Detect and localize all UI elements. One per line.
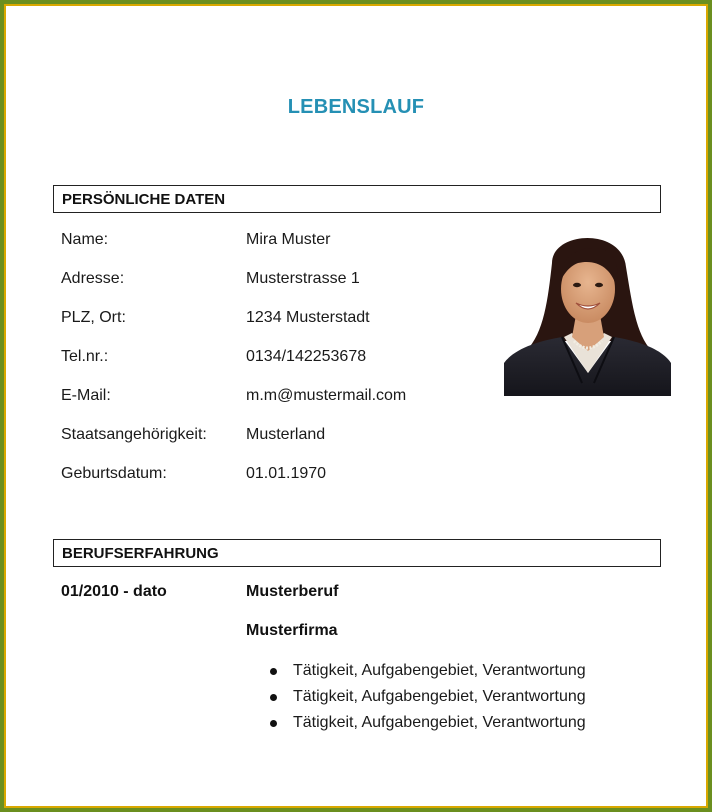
document-title: LEBENSLAUF [287,96,425,118]
field-label: Staatsangehörigkeit: [61,426,207,443]
list-item [270,660,586,686]
field-label: Geburtsdatum: [61,465,167,482]
job-period: 01/2010 - dato [61,583,167,600]
task-text: Tätigkeit, Aufgabengebiet, Verantwortung [293,662,586,679]
field-label: Adresse: [61,270,125,287]
field-value: Mira Muster [246,231,331,248]
bullet-icon [270,694,277,701]
job-title: Musterberuf [246,583,339,600]
section-header-experience: BERUFSERFAHRUNG [53,539,661,567]
field-value: 01.01.1970 [246,465,327,482]
field-value: 1234 Musterstadt [246,309,370,326]
bullet-icon [270,668,277,675]
field-value: Musterland [246,426,326,443]
list-item [270,686,586,712]
bullet-icon [270,720,277,727]
field-value: Musterstrasse 1 [246,270,360,287]
field-label: Name: [61,231,109,248]
job-task-list [270,660,586,738]
field-label: PLZ, Ort: [61,309,126,326]
portrait-photo [504,223,671,396]
task-text: Tätigkeit, Aufgabengebiet, Verantwortung [293,688,586,705]
section-header-personal: PERSÖNLICHE DATEN [53,185,661,213]
field-value: m.m@mustermail.com [246,387,407,404]
field-value: 0134/142253678 [246,348,367,365]
list-item [270,712,586,738]
field-label: Tel.nr.: [61,348,109,365]
task-text: Tätigkeit, Aufgabengebiet, Verantwortung [293,714,586,731]
field-label: E-Mail: [61,387,111,404]
job-company: Musterfirma [246,622,338,639]
